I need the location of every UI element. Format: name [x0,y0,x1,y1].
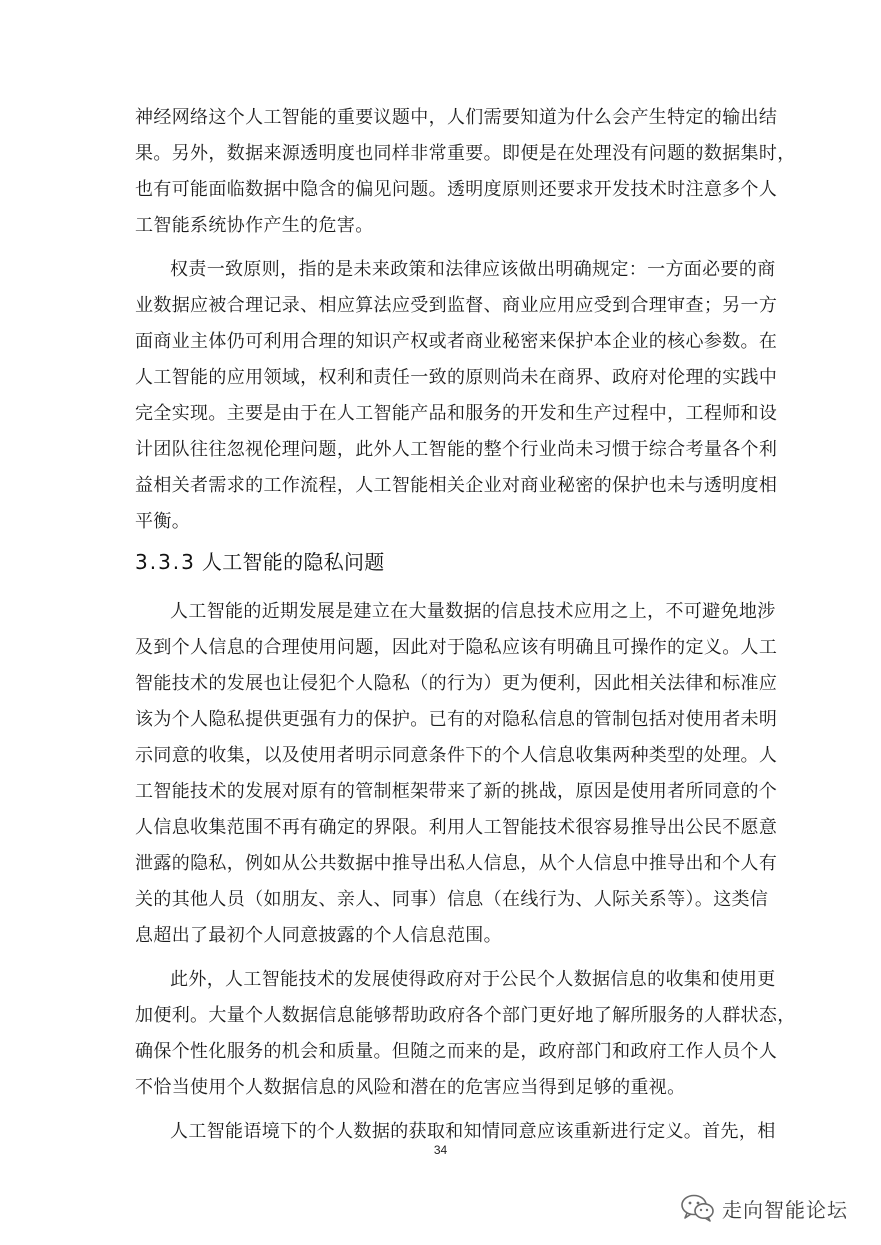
watermark-text: 走向智能论坛 [722,1197,848,1222]
text-line: 示同意的收集，以及使用者明示同意条件下的个人信息收集两种类型的处理。人 [135,745,778,766]
section-title: 人工智能的隐私问题 [201,550,385,574]
watermark [680,1188,848,1228]
text-line: 人信息收集范围不再有确定的界限。利用人工智能技术很容易推导出公民不愿意 [135,817,778,838]
text-line: 平衡。 [135,511,191,532]
text-line: 业数据应被合理记录、相应算法应受到监督、商业应用应受到合理审查；另一方 [135,295,778,316]
text-line: 果。另外，数据来源透明度也同样非常重要。即便是在处理没有问题的数据集时， [135,143,796,164]
text-line: 加便利。大量个人数据信息能够帮助政府各个部门更好地了解所服务的人群状态， [135,1005,796,1026]
text-line: 及到个人信息的合理使用问题，因此对于隐私应该有明确且可操作的定义。人工 [135,637,778,658]
text-line: 智能技术的发展也让侵犯个人隐私（的行为）更为便利，因此相关法律和标准应 [135,673,778,694]
text-line: 此外，人工智能技术的发展使得政府对于公民个人数据信息的收集和使用更 [170,969,776,990]
section-heading [135,549,385,575]
text-line: 人工智能的近期发展是建立在大量数据的信息技术应用之上，不可避免地涉 [170,601,776,622]
text-line: 神经网络这个人工智能的重要议题中，人们需要知道为什么会产生特定的输出结 [135,107,778,128]
text-line: 人工智能语境下的个人数据的获取和知情同意应该重新进行定义。首先，相 [170,1121,776,1142]
text-line: 确保个性化服务的机会和质量。但随之而来的是，政府部门和政府工作人员个人 [135,1041,778,1062]
text-line: 泄露的隐私，例如从公共数据中推导出私人信息，从个人信息中推导出和个人有 [135,853,778,874]
section-number: 3.3.3 [135,550,196,574]
text-line: 益相关者需求的工作流程，人工智能相关企业对商业秘密的保护也未与透明度相 [135,475,778,496]
text-line: 权责一致原则，指的是未来政策和法律应该做出明确规定：一方面必要的商 [170,259,776,280]
text-line: 关的其他人员（如朋友、亲人、同事）信息（在线行为、人际关系等）。这类信 [135,889,769,910]
wechat-icon [680,1193,716,1223]
text-line: 不恰当使用个人数据信息的风险和潜在的危害应当得到足够的重视。 [135,1077,686,1098]
page-number: 34 [433,1143,448,1157]
text-line: 工智能系统协作产生的危害。 [135,215,374,236]
text-line: 人工智能的应用领域，权利和责任一致的原则尚未在商界、政府对伦理的实践中 [135,367,778,388]
text-line: 计团队往往忽视伦理问题，此外人工智能的整个行业尚未习惯于综合考量各个利 [135,439,778,460]
text-line: 工智能技术的发展对原有的管制框架带来了新的挑战，原因是使用者所同意的个 [135,781,778,802]
text-line: 该为个人隐私提供更强有力的保护。已有的对隐私信息的管制包括对使用者未明 [135,709,778,730]
text-line: 也有可能面临数据中隐含的偏见问题。透明度原则还要求开发技术时注意多个人 [135,179,778,200]
text-line: 面商业主体仍可利用合理的知识产权或者商业秘密来保护本企业的核心参数。在 [135,331,778,352]
text-line: 完全实现。主要是由于在人工智能产品和服务的开发和生产过程中，工程师和设 [135,403,778,424]
text-line: 息超出了最初个人同意披露的个人信息范围。 [135,925,502,946]
